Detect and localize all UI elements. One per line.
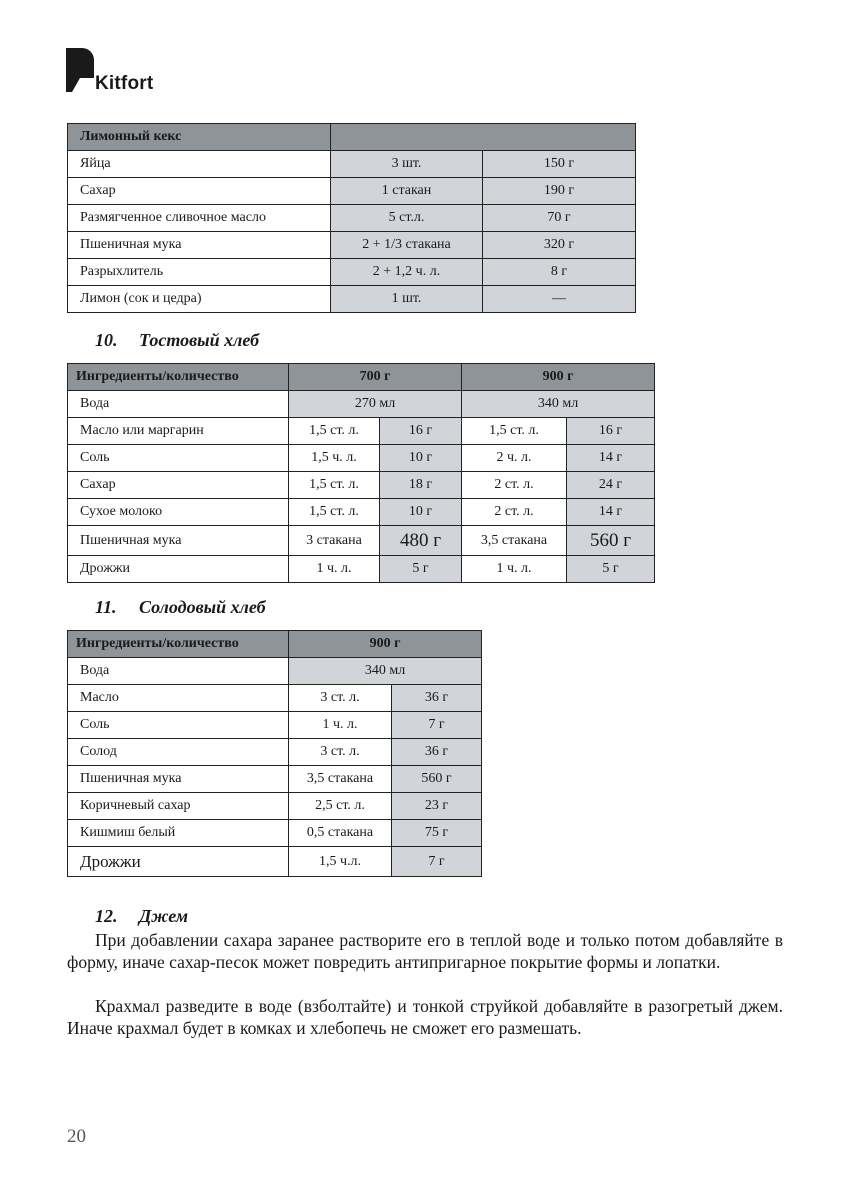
jam-paragraph-1: При добавлении сахара заранее растворите его в теплой воде и только потом добавляйте в форму, иначе сахар-песок может повредить антипригарное покрытие формы и лопатки. — [67, 930, 783, 972]
ingredient-name: Масло — [68, 685, 289, 712]
ingredients-header: Ингредиенты/количество — [68, 364, 289, 391]
ingredient-weight: 10 г — [380, 499, 462, 526]
ingredient-weight: 7 г — [392, 712, 482, 739]
ingredient-measure: 5 ст.л. — [331, 205, 483, 232]
ingredient-name: Вода — [68, 658, 289, 685]
ingredient-weight: 560 г — [392, 766, 482, 793]
table-row — [68, 418, 655, 445]
ingredient-measure: 1,5 ст. л. — [289, 418, 380, 445]
ingredient-measure: 3 стакана — [289, 526, 380, 556]
ingredient-weight: 480 г — [380, 526, 462, 556]
table-row — [68, 766, 482, 793]
ingredient-name: Дрожжи — [68, 847, 289, 877]
ingredient-name: Разрыхлитель — [68, 259, 331, 286]
ingredient-amount: 270 мл — [289, 391, 462, 418]
ingredient-weight: — — [483, 286, 636, 313]
ingredient-measure: 1,5 ч. л. — [289, 445, 380, 472]
ingredient-name: Вода — [68, 391, 289, 418]
ingredient-measure: 1 шт. — [331, 286, 483, 313]
ingredient-weight: 16 г — [567, 418, 655, 445]
table-row — [68, 499, 655, 526]
kitfort-logo-icon — [66, 48, 94, 92]
ingredient-measure: 2,5 ст. л. — [289, 793, 392, 820]
table-row — [68, 259, 636, 286]
ingredient-name: Пшеничная мука — [68, 766, 289, 793]
table-header-row — [68, 364, 655, 391]
ingredient-measure: 1,5 ч.л. — [289, 847, 392, 877]
brand-name: Kitfort — [95, 73, 154, 94]
ingredient-name: Пшеничная мука — [68, 526, 289, 556]
table-row — [68, 556, 655, 583]
ingredient-name: Дрожжи — [68, 556, 289, 583]
ingredient-measure: 1,5 ст. л. — [289, 499, 380, 526]
table-row — [68, 391, 655, 418]
ingredient-weight: 5 г — [380, 556, 462, 583]
ingredient-name: Размягченное сливочное масло — [68, 205, 331, 232]
ingredient-name: Пшеничная мука — [68, 232, 331, 259]
ingredient-measure: 1,5 ст. л. — [289, 472, 380, 499]
ingredient-name: Яйца — [68, 151, 331, 178]
size-900-header: 900 г — [289, 631, 482, 658]
ingredient-name: Соль — [68, 445, 289, 472]
page-number: 20 — [67, 1126, 86, 1147]
ingredient-measure: 1 ч. л. — [462, 556, 567, 583]
ingredient-weight: 16 г — [380, 418, 462, 445]
toast-bread-table — [67, 363, 655, 583]
ingredient-weight: 18 г — [380, 472, 462, 499]
ingredient-weight: 320 г — [483, 232, 636, 259]
table-row — [68, 286, 636, 313]
ingredient-weight: 7 г — [392, 847, 482, 877]
table-row — [68, 658, 482, 685]
ingredient-weight: 10 г — [380, 445, 462, 472]
table-row — [68, 151, 636, 178]
section-title-toast-bread — [95, 330, 259, 351]
ingredient-weight: 23 г — [392, 793, 482, 820]
ingredient-weight: 24 г — [567, 472, 655, 499]
ingredient-measure: 2 ст. л. — [462, 472, 567, 499]
ingredient-weight: 14 г — [567, 445, 655, 472]
table-row — [68, 472, 655, 499]
ingredient-measure: 3 шт. — [331, 151, 483, 178]
table-row — [68, 232, 636, 259]
table-row — [68, 526, 655, 556]
table-row — [68, 847, 482, 877]
ingredient-weight: 190 г — [483, 178, 636, 205]
ingredient-measure: 3 ст. л. — [289, 739, 392, 766]
lemon-cake-table — [67, 123, 636, 313]
section-title-text: Джем — [139, 906, 189, 926]
size-900-header: 900 г — [462, 364, 655, 391]
ingredient-weight: 75 г — [392, 820, 482, 847]
malt-bread-table — [67, 630, 482, 877]
ingredients-header: Ингредиенты/количество — [68, 631, 289, 658]
table-header-empty — [331, 124, 636, 151]
ingredient-amount: 340 мл — [289, 658, 482, 685]
table-row — [68, 739, 482, 766]
ingredient-name: Сахар — [68, 472, 289, 499]
kitfort-logo — [66, 48, 176, 98]
ingredient-weight: 5 г — [567, 556, 655, 583]
section-title-jam — [95, 906, 188, 927]
ingredient-amount: 340 мл — [462, 391, 655, 418]
ingredient-name: Коричневый сахар — [68, 793, 289, 820]
table-title: Лимонный кекс — [68, 124, 331, 151]
section-title-text: Тостовый хлеб — [139, 330, 260, 350]
ingredient-measure: 1 стакан — [331, 178, 483, 205]
section-title-malt-bread — [95, 597, 266, 618]
ingredient-name: Лимон (сок и цедра) — [68, 286, 331, 313]
ingredient-name: Сухое молоко — [68, 499, 289, 526]
ingredient-name: Масло или маргарин — [68, 418, 289, 445]
ingredient-name: Соль — [68, 712, 289, 739]
ingredient-measure: 2 ст. л. — [462, 499, 567, 526]
jam-paragraph-2: Крахмал разведите в воде (взболтайте) и тонкой струйкой добавляйте в разогретый джем. Иначе крахмал будет в комках и хлебопечь не сможет его размешать. — [67, 996, 783, 1038]
section-number: 12. — [95, 906, 118, 926]
ingredient-measure: 2 ч. л. — [462, 445, 567, 472]
ingredient-weight: 150 г — [483, 151, 636, 178]
ingredient-weight: 8 г — [483, 259, 636, 286]
ingredient-weight: 14 г — [567, 499, 655, 526]
ingredient-name: Кишмиш белый — [68, 820, 289, 847]
table-row — [68, 793, 482, 820]
section-number: 10. — [95, 330, 118, 350]
ingredient-weight: 36 г — [392, 685, 482, 712]
ingredient-measure: 3,5 стакана — [462, 526, 567, 556]
ingredient-measure: 2 + 1/3 стакана — [331, 232, 483, 259]
table-row — [68, 712, 482, 739]
ingredient-weight: 70 г — [483, 205, 636, 232]
ingredient-name: Сахар — [68, 178, 331, 205]
table-row — [68, 445, 655, 472]
size-700-header: 700 г — [289, 364, 462, 391]
table-row — [68, 178, 636, 205]
ingredient-weight: 560 г — [567, 526, 655, 556]
section-number: 11. — [95, 597, 117, 617]
table-header-row — [68, 631, 482, 658]
ingredient-name: Солод — [68, 739, 289, 766]
ingredient-measure: 3,5 стакана — [289, 766, 392, 793]
table-row — [68, 205, 636, 232]
ingredient-measure: 2 + 1,2 ч. л. — [331, 259, 483, 286]
ingredient-measure: 1,5 ст. л. — [462, 418, 567, 445]
table-row — [68, 685, 482, 712]
table-row — [68, 820, 482, 847]
ingredient-measure: 3 ст. л. — [289, 685, 392, 712]
ingredient-measure: 0,5 стакана — [289, 820, 392, 847]
table-header-row — [68, 124, 636, 151]
ingredient-weight: 36 г — [392, 739, 482, 766]
section-title-text: Солодовый хлеб — [139, 597, 266, 617]
ingredient-measure: 1 ч. л. — [289, 556, 380, 583]
ingredient-measure: 1 ч. л. — [289, 712, 392, 739]
